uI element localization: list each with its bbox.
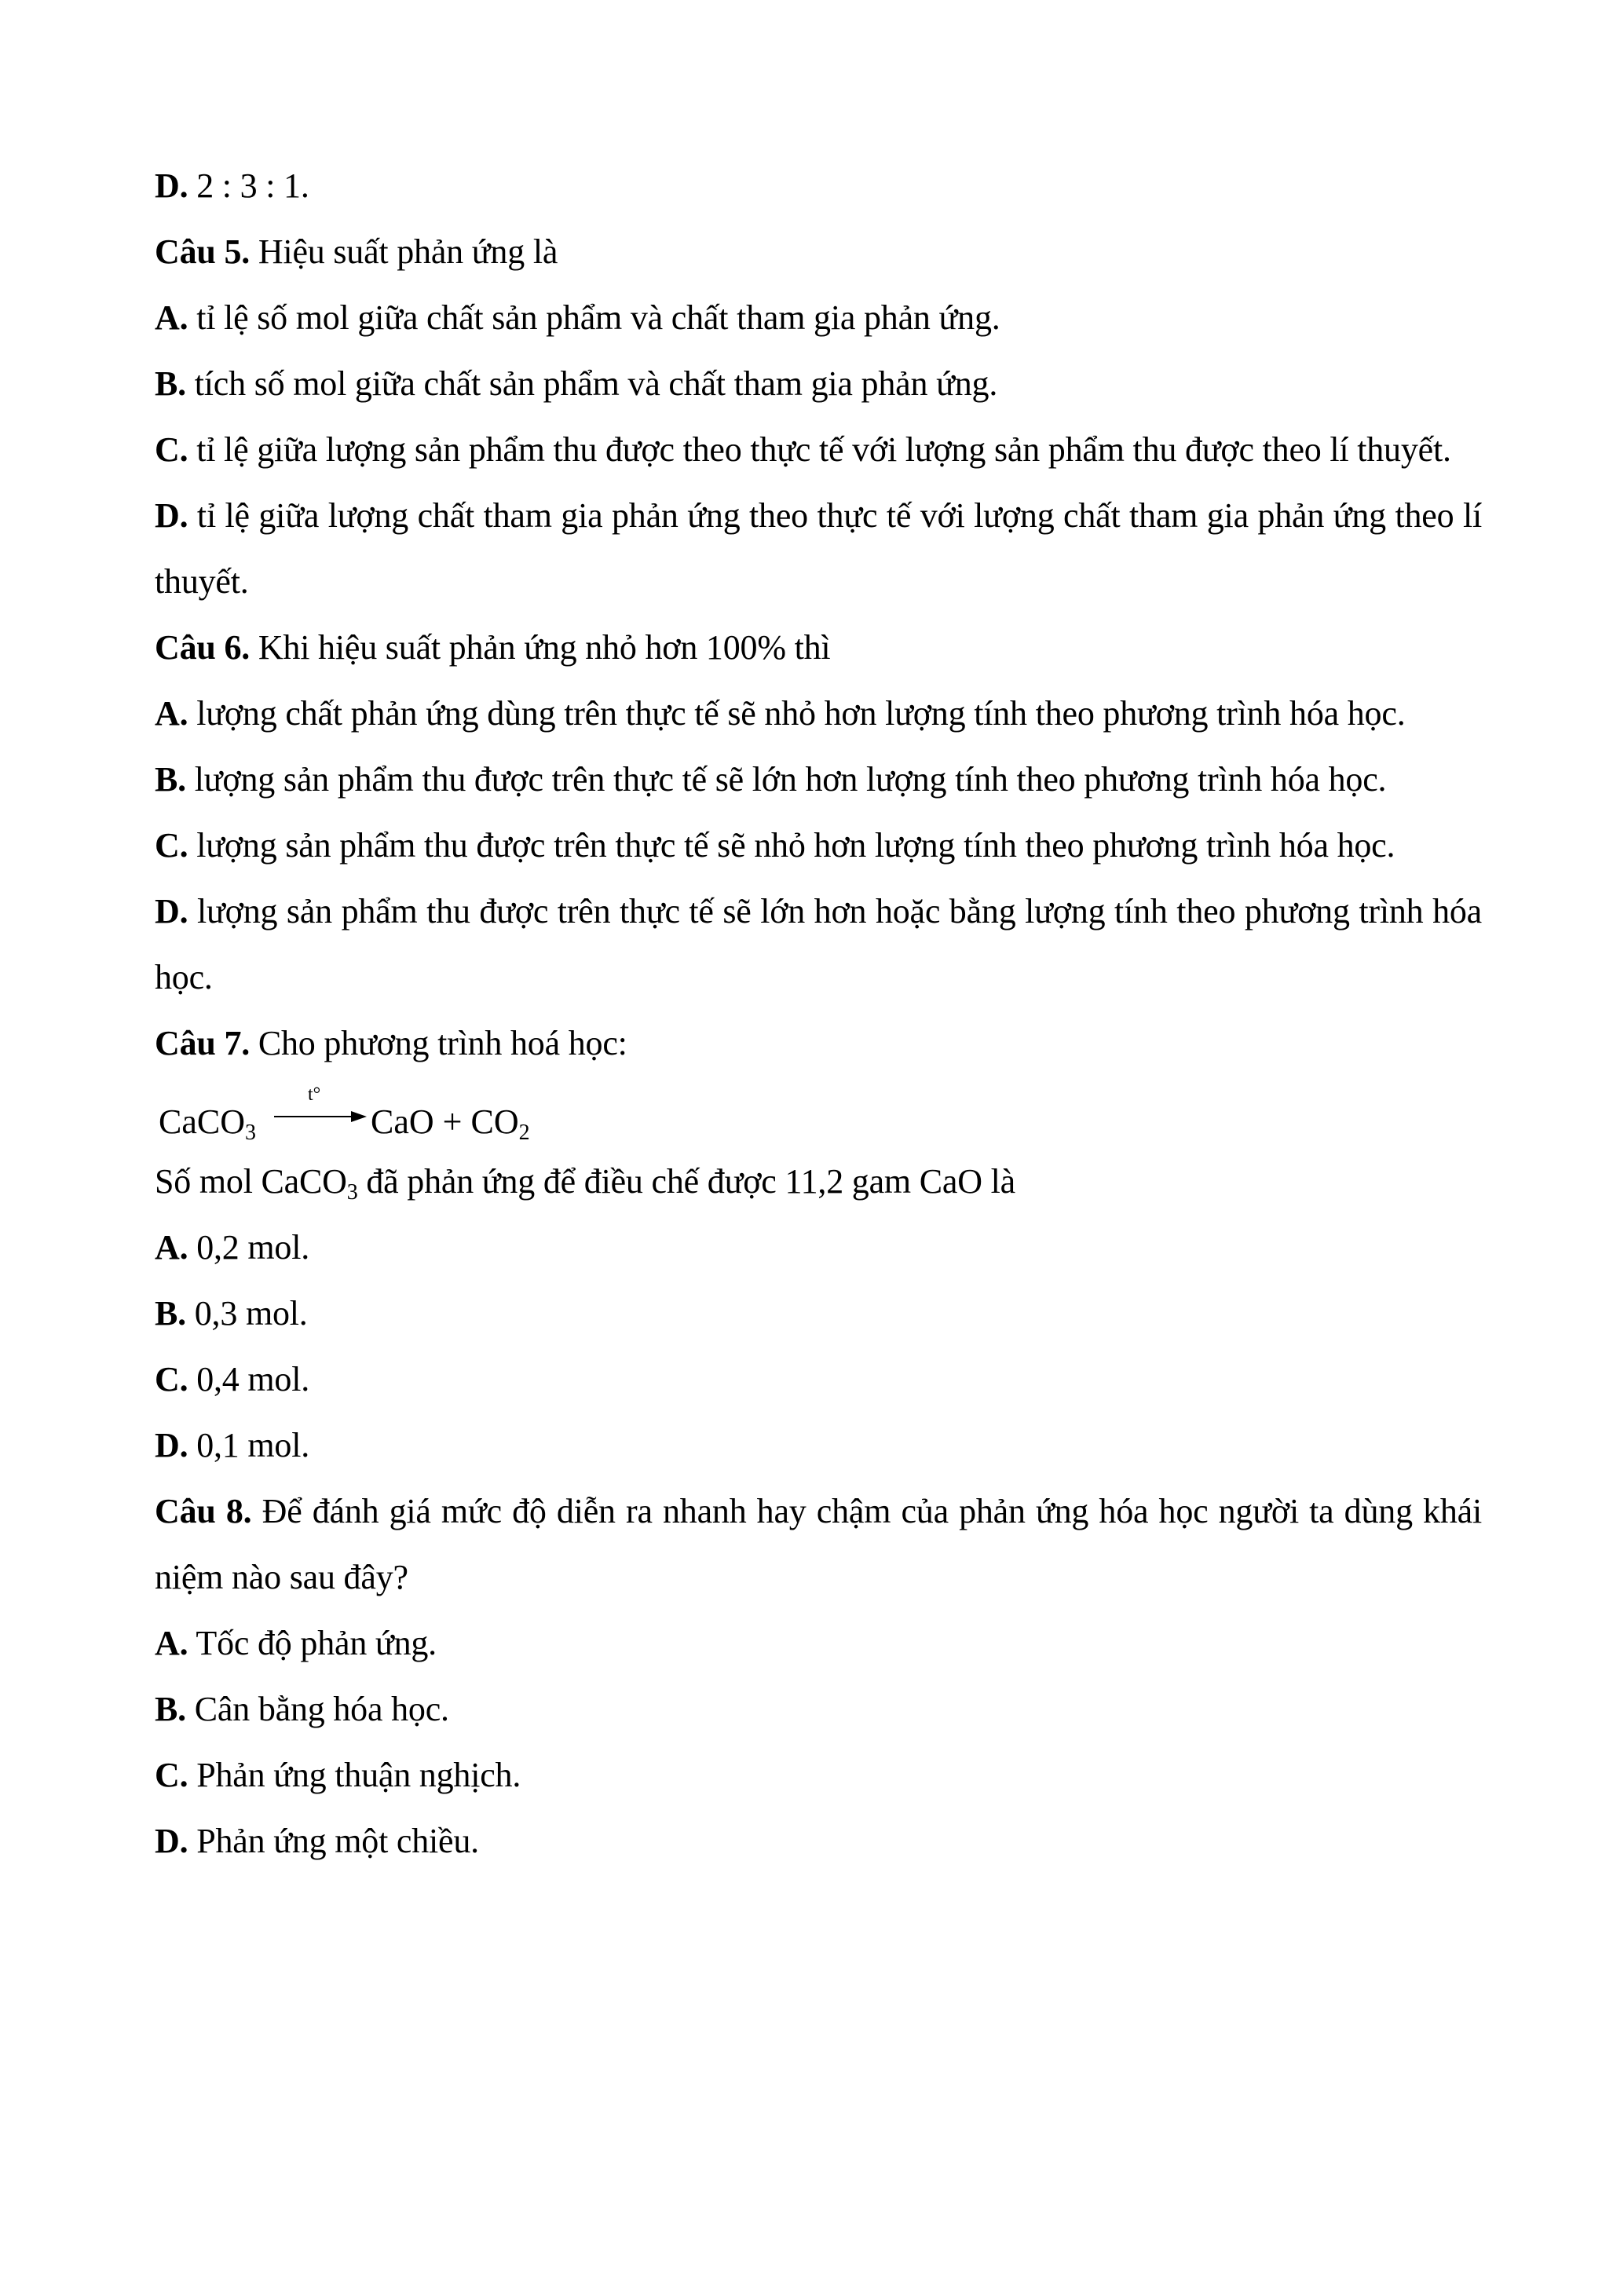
q8-question [155,1479,1482,1610]
q7-option-a [155,1215,1482,1281]
q7-question [155,1011,1482,1077]
option-text: tỉ lệ số mol giữa chất sản phẩm và chất tham gia phản ứng. [188,298,1000,337]
q5-option-b [155,351,1482,417]
option-label: D. [155,1426,188,1464]
q5-option-a [155,285,1482,351]
option-label: C. [155,1360,188,1398]
equation-condition: t° [308,1084,321,1105]
option-text: lượng sản phẩm thu được trên thực tế sẽ lớn hơn hoặc bằng lượng tính theo phương trình hóa học. [155,892,1482,996]
option-label: D. [155,166,188,205]
option-label: A. [155,1228,188,1267]
option-label: A. [155,1624,188,1662]
option-text: tỉ lệ giữa lượng chất tham gia phản ứng theo thực tế với lượng chất tham gia phản ứng theo lí thuyết. [155,496,1482,601]
q6-option-d [155,879,1482,1011]
question-text: Khi hiệu suất phản ứng nhỏ hơn 100% thì [250,628,831,667]
q8-option-c [155,1742,1482,1808]
option-label: C. [155,1756,188,1794]
q8-option-a [155,1610,1482,1676]
option-label: C. [155,430,188,469]
option-label: B. [155,364,186,403]
question-text: Cho phương trình hoá học: [250,1024,627,1062]
option-label: B. [155,1690,186,1728]
option-text: 0,1 mol. [188,1426,310,1464]
option-label: B. [155,760,186,799]
option-text: Phản ứng thuận nghịch. [188,1756,521,1794]
option-text: lượng chất phản ứng dùng trên thực tế sẽ nhỏ hơn lượng tính theo phương trình hóa học. [188,694,1406,733]
option-label: D. [155,1822,188,1860]
q6-option-a [155,681,1482,747]
option-text: tích số mol giữa chất sản phẩm và chất tham gia phản ứng. [185,364,998,403]
question-label: Câu 7. [155,1024,251,1062]
option-text: lượng sản phẩm thu được trên thực tế sẽ nhỏ hơn lượng tính theo phương trình hóa học. [188,826,1395,865]
q7-option-c [155,1347,1482,1413]
chemical-equation [155,1077,1482,1149]
q7-option-d [155,1413,1482,1479]
q7-prompt: Số mol CaCO$_3$ đã phản ứng để điều chế được 11,2 gam CaO là [155,1162,1015,1205]
option-text: lượng sản phẩm thu được trên thực tế sẽ lớn hơn lượng tính theo phương trình hóa học. [185,760,1387,799]
option-text: Tốc độ phản ứng. [188,1624,437,1662]
q4-option-d [155,153,1482,219]
q5-option-d [155,483,1482,615]
question-label: Câu 6. [155,628,251,667]
option-label: D. [155,496,188,535]
option-text: tỉ lệ giữa lượng sản phẩm thu được theo thực tế với lượng sản phẩm thu được theo lí thuyết. [188,430,1451,469]
option-label: C. [155,826,188,865]
q8-option-b [155,1676,1482,1742]
question-label: Câu 8. [155,1492,252,1530]
reaction-arrow-icon [272,1077,371,1132]
q5-question [155,219,1482,285]
q6-option-c [155,813,1482,879]
option-label: A. [155,298,188,337]
option-label: A. [155,694,188,733]
option-text: 0,4 mol. [188,1360,310,1398]
q6-question [155,615,1482,681]
question-text: Để đánh giá mức độ diễn ra nhanh hay chậm của phản ứng hóa học người ta dùng khái niệm nào sau đây? [155,1492,1483,1596]
option-text: Phản ứng một chiều. [188,1822,479,1860]
option-text: 2 : 3 : 1. [188,166,309,205]
option-label: B. [155,1294,186,1333]
q7-option-b [155,1281,1482,1347]
q8-option-d [155,1808,1482,1874]
question-text: Hiệu suất phản ứng là [250,232,558,271]
q5-option-c [155,417,1482,483]
option-text: Cân bằng hóa học. [185,1690,449,1728]
q6-option-b [155,747,1482,813]
document-page [155,153,1482,1874]
option-text: 0,2 mol. [188,1228,310,1267]
equation-reactant: CaCO$_3$ [159,1102,256,1145]
option-text: 0,3 mol. [185,1294,308,1333]
equation-products: CaO + $CO_2$ [371,1102,530,1145]
option-label: D. [155,892,188,930]
question-label: Câu 5. [155,232,251,271]
